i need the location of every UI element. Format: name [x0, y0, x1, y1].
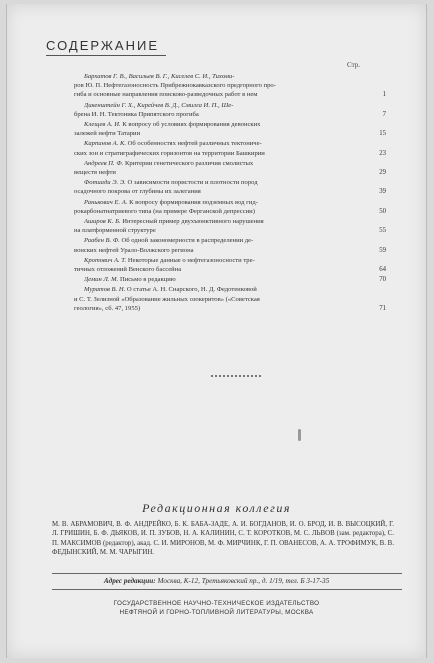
toc-entry-title-line: вонских нефтей Урало-Волжского региона — [74, 246, 194, 254]
toc-entry[interactable] — [84, 275, 386, 284]
toc-entry[interactable] — [74, 236, 386, 254]
toc-entry-title-line: Об особенностях нефтей различных тектониче- — [127, 140, 262, 148]
toc-entry-title-line: тичных отложений Венского бассейна — [74, 266, 182, 274]
toc-entry-author: Андреев П. Ф. — [84, 159, 124, 167]
contents-heading: СОДЕРЖАНИЕ — [46, 38, 160, 53]
publisher-line-1: ГОСУДАРСТВЕННОЕ НАУЧНО-ТЕХНИЧЕСКОЕ ИЗДАТЕЛЬСТВО — [113, 600, 320, 607]
toc-entry-author: Фотиади Э. Э. — [84, 179, 126, 187]
decorative-separator — [211, 375, 261, 379]
toc-entry-first-line — [84, 236, 386, 245]
toc-entry-title-line: осадочного покрова от глубины их залегания — [74, 188, 201, 196]
toc-entry-title-line: ских зон и стратиграфических горизонтов на территории Башкирии — [74, 149, 265, 157]
editorial-board-members: М. В. АБРАМОВИЧ, В. Ф. АНДРЕЙКО, Б. К. БАБА-ЗАДЕ, А. И. БОГДАНОВ, И. О. БРОД, И. В. ВЫСОЦКИЙ, Г. Л. ГРИШИН, Б. Ф. ДЬЯКОВ, И. П. ЗУБОВ, Н. А. КАЛИНИН, С. Т. КОРОТКОВ, М. С. ЛЬВОВ (зам. редактора), С. П. МАКСИМОВ (редактор), акад. С. И. МИРОНОВ, М. Ф. МИРЧИНК, Г. П. ОВАНЕСОВ, А. А. ТРОФИМУК, В. В. ФЕДЫНСКИЙ, М. М. ЧАРЫГИН. — [52, 521, 394, 556]
toc-entry-page-number: 1 — [382, 91, 386, 99]
toc-entry-title-line: Интересный пример двухъюнктивного нарушения — [122, 218, 264, 226]
toc-entry-title-line: Критерии генетического различия смолистых — [124, 159, 254, 167]
toc-entry-first-line — [84, 256, 386, 265]
toc-entry-title-line: Некоторые данные о нефтегазоносности тре- — [127, 256, 255, 264]
toc-entry-page-number: 64 — [379, 266, 386, 274]
toc-entry-page-number: 23 — [379, 149, 386, 157]
toc-entry-title-line: ров Ю. П. Нефтегазоносность Прибрежнокавказского предгорного про- — [74, 82, 276, 90]
toc-entry-title-line: веществ нефти — [74, 169, 116, 177]
editorial-address — [6, 577, 427, 585]
toc-entry-first-line — [84, 217, 386, 226]
heading-rule — [46, 55, 166, 56]
toc-entry-author: Кротович А. Т. — [84, 256, 127, 264]
toc-entry-page-number: 55 — [379, 227, 386, 235]
address-text: Москва, К-12, Третьяковский пр., д. 1/19, тел. Б 3-17-35 — [157, 577, 330, 585]
toc-entry-first-line — [84, 72, 386, 81]
toc-entry[interactable] — [74, 72, 386, 100]
toc-entry-page-number: 70 — [379, 276, 386, 284]
toc-entry-author: Муратов В. Н. — [84, 286, 126, 294]
toc-entry[interactable] — [74, 139, 386, 157]
toc-entry[interactable] — [74, 120, 386, 138]
toc-entry-title-line: Об одной закономерности в распределении де- — [121, 237, 254, 245]
toc-entry-title-line: рокарбонатнатриевого типа (на примере Ферганской депрессии) — [74, 207, 255, 215]
toc-entry-page-number: 29 — [379, 169, 386, 177]
toc-entry-first-line — [84, 275, 386, 284]
toc-entry-page-number: 50 — [379, 207, 386, 215]
table-of-contents — [74, 72, 386, 314]
publisher-imprint — [6, 599, 427, 617]
toc-entry[interactable] — [74, 101, 386, 119]
toc-entry-author: Дикенштейн Г. Х., Кирейчев В. Д., Смилга И. П., Ше- — [84, 101, 234, 109]
toc-entry-page-number: 15 — [379, 130, 386, 138]
toc-entry-title-line: на платформенной структуре — [74, 227, 156, 235]
toc-entry-title-line: геология», сб. 47, 1955) — [74, 304, 141, 312]
editorial-board-title: Редакционная коллегия — [142, 501, 291, 515]
toc-entry-author: Ранькович Е. А. — [84, 198, 128, 206]
toc-entry-first-line — [84, 120, 386, 129]
toc-entry-first-line — [84, 285, 386, 294]
toc-entry-page-number: 59 — [379, 246, 386, 254]
toc-entry-page-number: 71 — [379, 304, 386, 312]
toc-entry-author: Раабен В. Ф. — [84, 237, 120, 245]
toc-entry-title-line: О статье А. Н. Снарского, Н. Д. Федотенковой — [126, 286, 257, 294]
toc-entry-first-line — [84, 159, 386, 168]
toc-entry-page-number: 39 — [379, 188, 386, 196]
toc-entry[interactable] — [74, 198, 386, 216]
toc-entry-page-number: 7 — [382, 110, 386, 118]
toc-entry-first-line — [84, 198, 386, 207]
toc-entry-author: Клещев А. И. — [84, 121, 121, 129]
toc-entry-author: Карпинов А. К. — [84, 140, 126, 148]
address-rule-bottom — [52, 589, 402, 590]
address-label: Адрес редакции: — [103, 577, 156, 585]
toc-entry-title-line: и С. Т. Зелизной «Образование жильных озокеритов» («Советская — [74, 295, 260, 303]
toc-entry-first-line — [84, 178, 386, 187]
toc-entry-title-line: брена И. Н. Тектоника Припятского прогиба — [74, 110, 199, 118]
toc-entry-first-line — [84, 139, 386, 148]
toc-entry-first-line — [84, 101, 386, 110]
toc-entry[interactable] — [74, 178, 386, 196]
address-rule-top — [52, 573, 402, 574]
toc-entry[interactable] — [74, 159, 386, 177]
toc-entry-author: Демин Л. М. — [84, 276, 119, 284]
toc-entry[interactable] — [74, 217, 386, 235]
toc-entry-title-line: Письмо в редакцию — [119, 276, 176, 284]
toc-entry-author: Бархатов Г. В., Васильев В. Г., Киселев С. И., Тихоми- — [84, 73, 235, 80]
toc-entry-title-line: залежей нефти Татарии — [74, 130, 141, 138]
toc-entry-title-line: К вопросу об условиях формирования девонских — [122, 121, 261, 129]
toc-entry-title-line: К вопросу формирования подземных вод гид- — [129, 198, 258, 206]
page-column-label: Стр. — [347, 61, 360, 69]
toc-entry-title-line: гиба и основные направления поисково-разведочных работ в нем — [74, 91, 258, 99]
toc-entry-author: Аширов К. Б. — [84, 218, 121, 226]
toc-entry[interactable] — [74, 256, 386, 274]
publisher-line-2: НЕФТЯНОЙ И ГОРНО-ТОПЛИВНОЙ ЛИТЕРАТУРЫ, МОСКВА — [119, 609, 314, 616]
scan-mark — [298, 429, 301, 441]
toc-entry-title-line: О зависимости пористости и плотности пород — [127, 179, 258, 187]
document-page — [6, 4, 427, 658]
toc-entry[interactable] — [74, 285, 386, 313]
